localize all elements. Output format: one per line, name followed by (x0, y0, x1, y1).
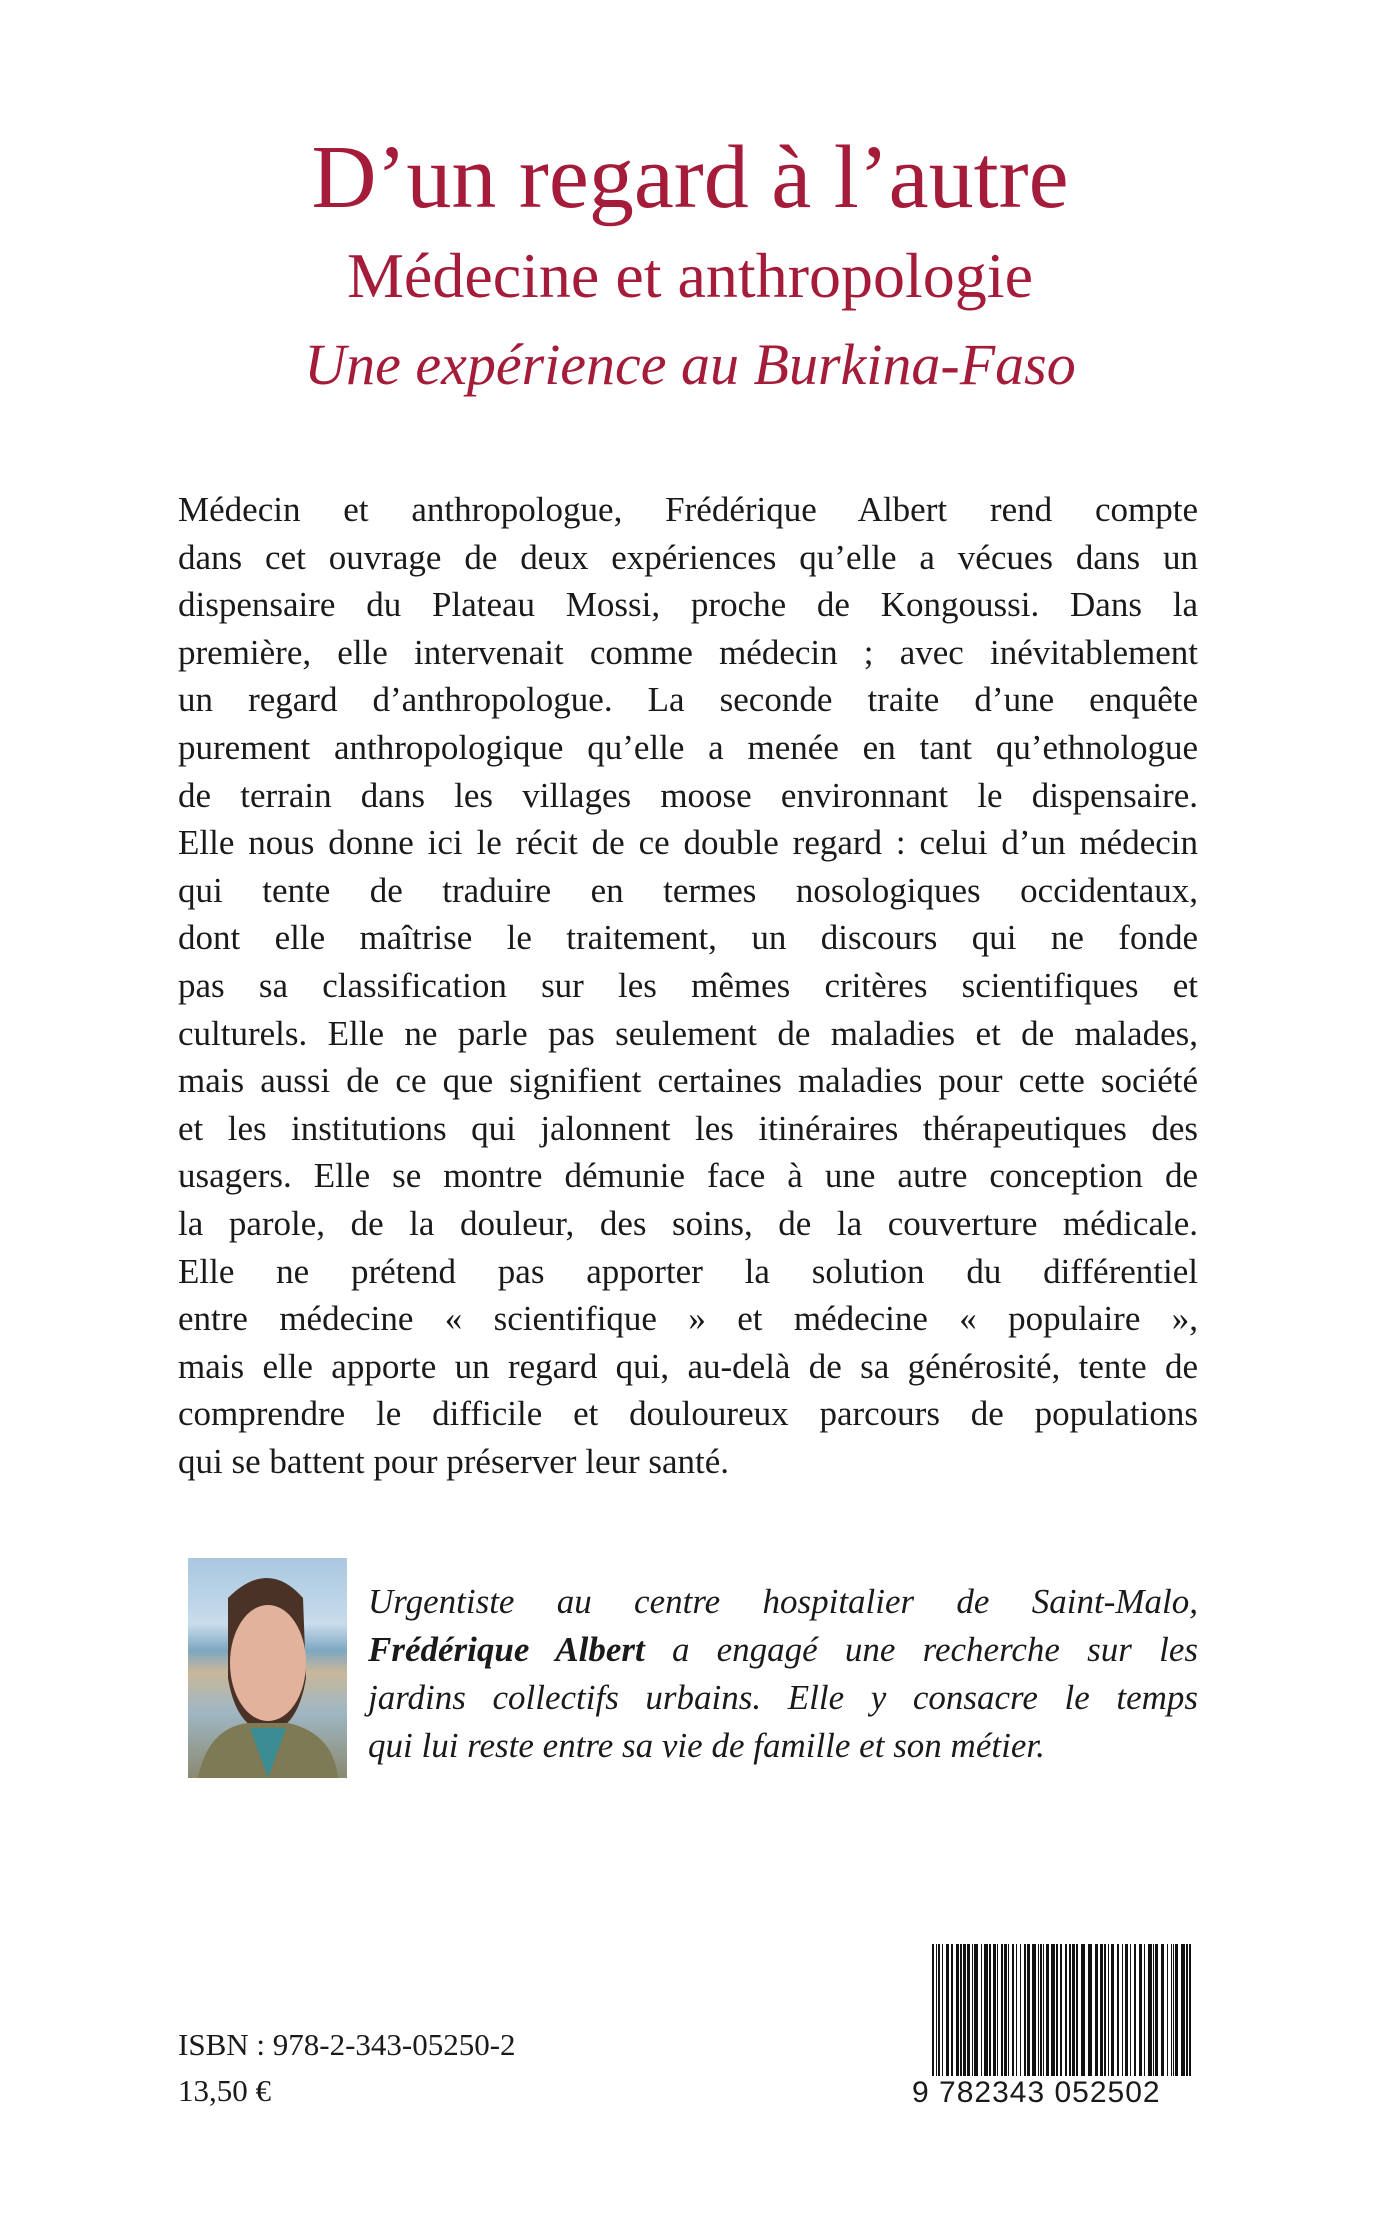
summary-line: qui se battent pour préserver leur santé. (178, 1441, 730, 1481)
summary-line: la parole, de la douleur, des soins, de la couverture médicale. (178, 1203, 1198, 1243)
barcode-bar (938, 1944, 940, 2076)
barcode-bar (1153, 1944, 1154, 2076)
publication-info (178, 2022, 516, 2114)
barcode-bar (963, 1944, 966, 2076)
bio-line: Urgentiste au centre hospitalier de Saint-Malo, (368, 1582, 1198, 1621)
barcode-bar (1161, 1944, 1164, 2076)
summary-line: première, elle intervenait comme médecin ; avec inévitablement (178, 632, 1198, 672)
barcode-bar (997, 1944, 998, 2076)
barcode-bar (1117, 1944, 1119, 2076)
barcode-bar (1104, 1944, 1106, 2076)
barcode-bar (1171, 1944, 1172, 2076)
barcode-bar (981, 1944, 982, 2076)
barcode-bar (1125, 1944, 1128, 2094)
summary-line: qui tente de traduire en termes nosologiques occidentaux, (178, 870, 1198, 910)
barcode-bar (932, 1944, 934, 2094)
barcode-bar (972, 1944, 973, 2076)
barcode-bar (1046, 1944, 1049, 2076)
barcode-bar (967, 1944, 970, 2076)
barcode-bar (1065, 1944, 1067, 2076)
barcode-bar (1069, 1944, 1071, 2076)
barcode-bar (1076, 1944, 1078, 2076)
barcode-bar (984, 1944, 988, 2076)
barcode-digits: 9 782343 052502 (912, 2076, 1202, 2110)
bio-text: a engagé une recherche sur les (644, 1630, 1198, 1669)
barcode-bar (1043, 1944, 1044, 2076)
barcode-bar (1088, 1944, 1092, 2076)
barcode-bar (1181, 1944, 1185, 2076)
author-photo (188, 1558, 347, 1778)
book-tagline: Une expérience au Burkina-Faso (304, 332, 1076, 397)
barcode-bar (956, 1944, 959, 2076)
summary-line: mais aussi de ce que signifient certaines maladies pour cette société (178, 1061, 1198, 1101)
summary-line: un regard d’anthropologue. La seconde traite d’une enquête (178, 680, 1198, 720)
barcode-bar (1027, 1944, 1030, 2076)
barcode-bar (1095, 1944, 1098, 2076)
barcode-bar (1038, 1944, 1039, 2076)
summary-line: dispensaire du Plateau Mossi, proche de Kongoussi. Dans la (178, 585, 1198, 625)
barcode-bar (1060, 1944, 1062, 2076)
barcode-bar (1040, 1944, 1042, 2076)
barcode-bar (942, 1944, 943, 2076)
barcode-bar (1024, 1944, 1026, 2076)
barcode-bar (951, 1944, 953, 2076)
barcode-bar (1012, 1944, 1014, 2076)
author-bio (368, 1578, 1198, 1770)
book-title: D’un regard à l’autre (311, 128, 1069, 227)
bio-line: qui lui reste entre sa vie de famille et son métier. (368, 1726, 1045, 1765)
barcode-bar (1122, 1944, 1123, 2076)
barcode-bar (1020, 1944, 1021, 2076)
barcode-bar (1056, 1944, 1058, 2076)
summary-line: Médecin et anthropologue, Frédérique Albert rend compte (178, 490, 1198, 529)
summary-line: pas sa classification sur les mêmes critères scientifiques et (178, 965, 1198, 1005)
price: 13,50 € (178, 2073, 271, 2108)
summary-line: dans cet ouvrage de deux expériences qu’elle a vécues dans un (178, 537, 1198, 577)
barcode-bar (1173, 1944, 1174, 2076)
summary-line: Elle nous donne ici le récit de ce double regard : celui d’un médecin (178, 823, 1198, 863)
barcode-bar (1108, 1944, 1109, 2076)
bio-line (368, 1626, 1198, 1674)
summary-line: entre médecine « scientifique » et médecine « populaire », (178, 1299, 1198, 1339)
summary-line: mais elle apporte un regard qui, au-delà de sa générosité, tente de (178, 1346, 1198, 1386)
barcode-bar (1144, 1944, 1145, 2076)
barcode-bar (1155, 1944, 1158, 2076)
barcode-bar (1175, 1944, 1178, 2076)
barcode-bar (936, 1944, 937, 2094)
barcode-bar (960, 1944, 962, 2076)
barcode-bar (1008, 1944, 1009, 2076)
summary-line: usagers. Elle se montre démunie face à une autre conception de (178, 1156, 1198, 1196)
barcode-bar (1134, 1944, 1136, 2076)
author-name: Frédérique Albert (368, 1630, 645, 1669)
summary-text (178, 486, 1198, 1485)
isbn: ISBN : 978-2-343-05250-2 (178, 2027, 516, 2062)
barcode-bar (1111, 1944, 1114, 2076)
barcode-bar (1100, 1944, 1103, 2076)
barcode-bar (1148, 1944, 1152, 2076)
summary-line: comprendre le difficile et douloureux parcours de populations (178, 1394, 1198, 1434)
book-subtitle: Médecine et anthropologie (347, 240, 1033, 311)
barcode-bar (1081, 1944, 1085, 2076)
barcode-bar (1167, 1944, 1168, 2076)
bio-line: jardins collectifs urbains. Elle y consacre le temps (368, 1678, 1198, 1717)
barcode-bar (1051, 1944, 1055, 2076)
barcode-bar (989, 1944, 991, 2076)
barcode-bar (1016, 1944, 1017, 2076)
barcode-bar (1001, 1944, 1003, 2076)
summary-line: culturels. Elle ne parle pas seulement de maladies et de malades, (178, 1013, 1198, 1053)
summary-line: et les institutions qui jalonnent les itinéraires thérapeutiques des (178, 1108, 1198, 1148)
barcode-bar (1139, 1944, 1142, 2076)
barcode-bar (1004, 1944, 1007, 2076)
barcode-bar (946, 1944, 949, 2076)
barcode-bar (1186, 1944, 1188, 2076)
barcode-bar (1130, 1944, 1131, 2094)
barcode-bar (993, 1944, 996, 2076)
summary-line: de terrain dans les villages moose environnant le dispensaire. (178, 775, 1198, 815)
summary-line: purement anthropologique qu’elle a menée en tant qu’ethnologue (178, 727, 1198, 767)
barcode-bar (1189, 1944, 1191, 2076)
barcode-bar (974, 1944, 978, 2076)
summary-line: Elle ne prétend pas apporter la solution du différentiel (178, 1251, 1198, 1291)
barcode-bar (1032, 1944, 1036, 2076)
summary-line: dont elle maîtrise le traitement, un discours qui ne fonde (178, 918, 1198, 958)
barcode-bar (1072, 1944, 1075, 2076)
